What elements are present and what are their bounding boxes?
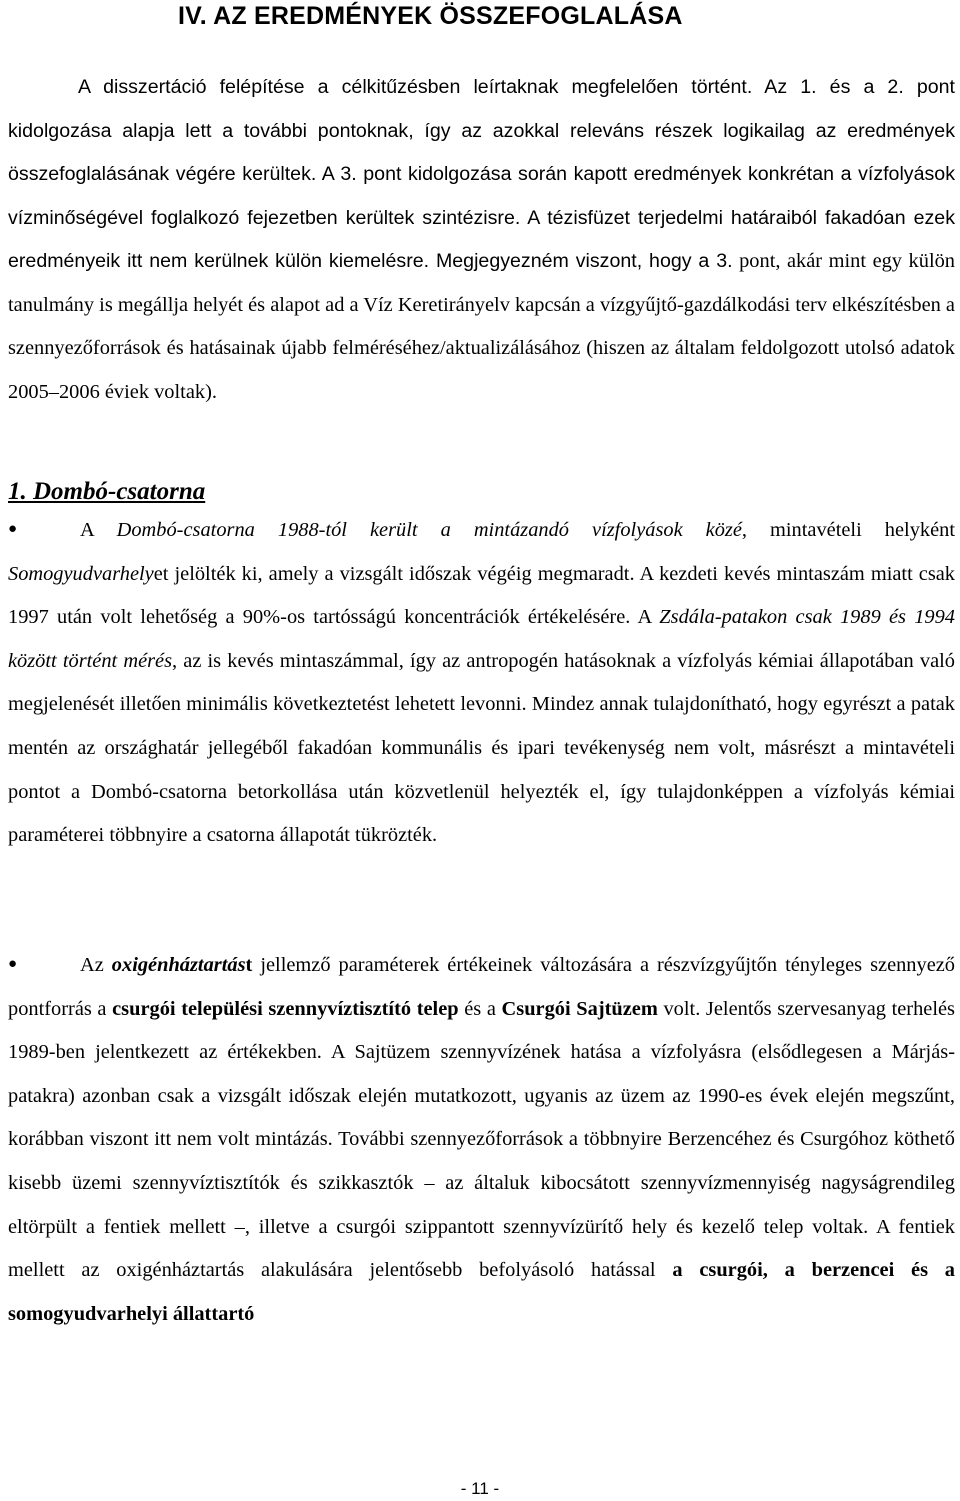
chapter-title: IV. AZ EREDMÉNYEK ÖSSZEFOGLALÁSA [178, 2, 683, 30]
bullet-paragraph-1: ● A Dombó-csatorna 1988-tól került a mintázandó vízfolyások közé, mintavételi helyként Somogyudvarhelyet jelölték ki, amely a vizsgált időszak végéig megmaradt. A kezdeti kevés mintaszám miatt csak 1997 után volt lehetőség a 90%-os tartósságú koncentrációk értékelésére. A Zsdála-patakon csak 1989 és 1994 között történt mérés, az is kevés mintaszámmal, így az antropogén hatásoknak a vízfolyás kémiai állapotában való megjelenését illetően minimális következtetést lehetett levonni. Mindez annak tulajdonítható, hogy egyrészt a patak mentén az országhatár jellegéből fakadóan kommunális és ipari tevékenység nem volt, másrészt a mintavételi pontot a Dombó-csatorna betorkollása után közvetlenül helyezték el, így tulajdonképpen a vízfolyás kémiai paraméterei többnyire a csatorna állapotát tükrözték. [8, 519, 955, 847]
bullet-paragraph-2: ● Az oxigénháztartást jellemző paraméterek értékeinek változására a részvízgyűjtőn tényleges szennyező pontforrás a csurgói települési szennyvíztisztító telep és a Csurgói Sajtüzem volt. Jelentős szervesanyag terhelés 1989-ben jelentkezett az értékekben. A Sajtüzem szennyvízének hatása a vízfolyásra (elsődlegesen a Márjás-patakra) azonban csak a vizsgált időszak elején mutatkozott, ugyanis az üzem az 1990-es évek elején megszűnt, korábban viszont itt nem volt mintázás. További szennyezőforrások a többnyire Berzencéhez és Csurgóhoz köthető kisebb üzemi szennyvíztisztítók és szikkasztók – az általuk kibocsátott szennyvízmennyiség nagyságrendileg eltörpült a fentiek mellett –, illetve a csurgói szippantott szennyvízürítő hely és kezelő telep voltak. A fentiek mellett az oxigénháztartás alakulására jelentősebb befolyásoló hatással a csurgói, a berzencei és a somogyudvarhelyi állattartó [8, 954, 955, 1325]
bullet-icon: ● [8, 956, 18, 972]
page-number: - 11 - [460, 1479, 500, 1498]
intro-text-1: A disszertáció felépítése a célkitűzésben leírtaknak megfelelően történt. Az 1. és a 2. pont kidolgozása alapja lett a további pontoknak, így az azokkal releváns részek logikailag az eredmények összefoglalásának végére kerültek. A 3. pont kidolgozása során kapott eredmények konkrétan a vízfolyások vízminőségével foglalkozó fejezetben kerültek szintézisre. A tézisfüzet terjedelmi határaiból fakadóan ezek eredményeik itt nem kerülnek külön kiemelésre. Megjegyezném viszont, hogy a 3. [8, 76, 955, 272]
bullet-icon: ● [8, 521, 18, 537]
section-heading: 1. Dombó-csatorna [8, 478, 206, 505]
intro-text-2: pont, akár mint egy külön tanulmány is megállja helyét és alapot ad a Víz Keretirányelv kapcsán a vízgyűjtő-gazdálkodási terv elkészítésben a szennyezőforrások és hatásainak újabb felméréséhez/aktualizálásához (hiszen az általam feldolgozott utolsó adatok 2005–2006 éviek voltak). [8, 250, 955, 403]
intro-paragraph [8, 66, 955, 414]
